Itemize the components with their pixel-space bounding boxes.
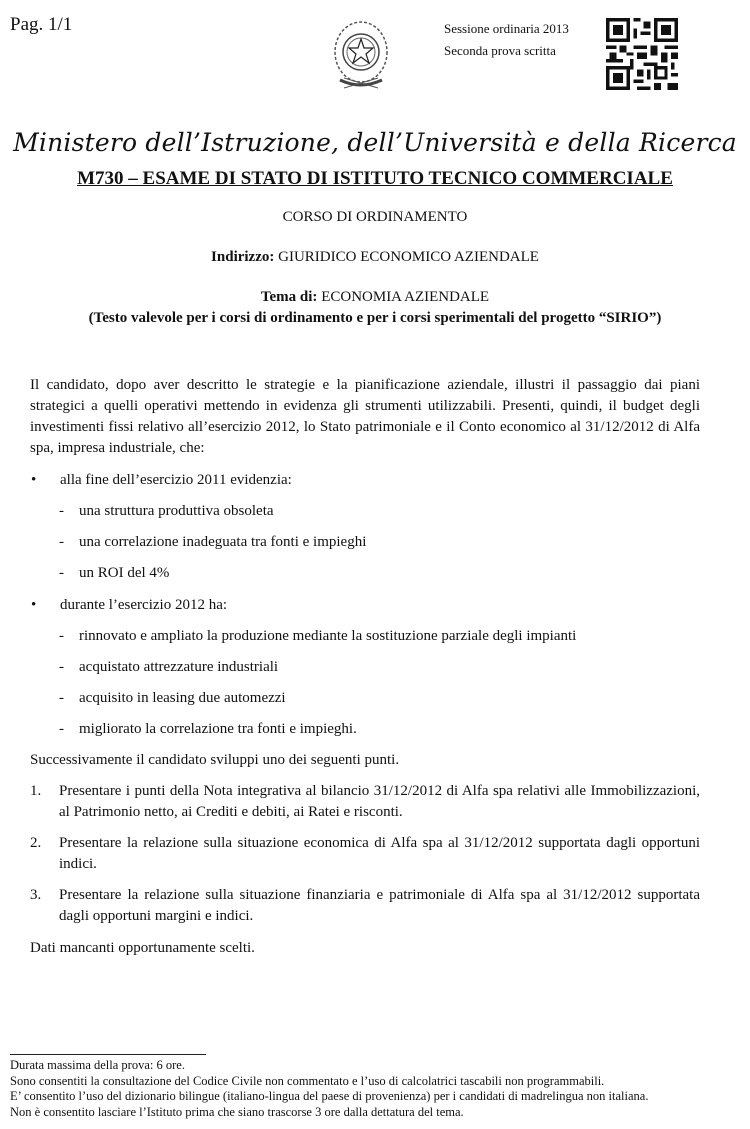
bullet-icon: •	[31, 597, 37, 613]
instructions-paragraph: Successivamente il candidato sviluppi uno dei seguenti punti.	[30, 752, 400, 768]
dash-icon: -	[59, 534, 64, 550]
session-label: Sessione ordinaria 2013	[444, 21, 569, 36]
exam-body	[30, 375, 700, 959]
dash-icon: -	[59, 503, 64, 519]
footer-line: Non è consentito lasciare l’Istituto prima che siano trascorse 3 ore dalla dettatura del tema.	[10, 1104, 464, 1119]
item-number: 1.	[30, 783, 42, 799]
theme-line	[0, 289, 750, 306]
footer-line: Sono consentiti la consultazione del Codice Civile non commentato e l’uso di calcolatrici tascabili non programmabili.	[10, 1073, 605, 1088]
dash-icon: -	[59, 628, 64, 644]
numbered-item	[30, 885, 700, 927]
list-item	[30, 719, 700, 740]
closing-paragraph: Dati mancanti opportunamente scelti.	[30, 940, 255, 956]
dash-icon: -	[59, 659, 64, 675]
course-label: CORSO DI ORDINAMENTO	[282, 209, 468, 225]
list-item	[30, 532, 700, 553]
exam-type-label: Seconda prova scritta	[444, 43, 556, 58]
dash-icon: -	[59, 721, 64, 737]
list-item	[30, 563, 700, 584]
list-item	[30, 595, 700, 616]
footer-line: E’ consentito l’uso del dizionario bilingue (italiano-lingua del paese di provenienza) per i candidati di madrelingua non italiana.	[10, 1089, 649, 1103]
dash-icon: -	[59, 690, 64, 706]
item-text: Presentare la relazione sulla situazione finanziaria e patrimoniale di Alfa spa al 31/12/2012 supportata dagli opportuni margini e indici.	[59, 887, 700, 924]
item-number: 2.	[30, 835, 42, 851]
dash-text: rinnovato e ampliato la produzione mediante la sostituzione parziale degli impianti	[79, 628, 577, 644]
theme-note: (Testo valevole per i corsi di ordinamento e per i corsi sperimentali del progetto “SIRIO”)	[88, 310, 662, 326]
bullet-text: alla fine dell’esercizio 2011 evidenzia:	[60, 472, 292, 488]
footer-divider	[10, 1054, 206, 1055]
address-line	[0, 249, 750, 266]
dash-text: acquistato attrezzature industriali	[79, 659, 279, 675]
italian-republic-emblem-icon	[330, 18, 392, 92]
bullet-text: durante l’esercizio 2012 ha:	[60, 597, 228, 613]
address-value: GIURIDICO ECONOMICO AZIENDALE	[278, 249, 539, 265]
address-label: Indirizzo:	[211, 249, 275, 265]
dash-text: migliorato la correlazione tra fonti e impieghi.	[79, 721, 357, 737]
footer-notes	[10, 1058, 648, 1120]
theme-label: Tema di:	[260, 289, 318, 305]
list-item	[30, 626, 700, 647]
session-info	[444, 18, 569, 62]
numbered-item	[30, 833, 700, 875]
intro-paragraph: Il candidato, dopo aver descritto le strategie e la pianificazione aziendale, illustri il passaggio dai piani strategici a quelli operativi mettendo in evidenza gli strumenti utilizzabili. Presenti, quindi, il budget degli investimenti fissi relativo all’esercizio 2012, lo Stato patrimoniale e il Conto economico al 31/12/2012 di Alfa spa, impresa industriale, che:	[30, 377, 700, 456]
dash-text: una correlazione inadeguata tra fonti e impieghi	[79, 534, 367, 550]
dash-text: acquisito in leasing due automezzi	[79, 690, 286, 706]
exam-title: M730 – ESAME DI STATO DI ISTITUTO TECNICO COMMERCIALE	[77, 168, 673, 189]
ministry-name: Ministero dell’Istruzione, dell’Università e della Ricerca	[13, 128, 737, 157]
dash-text: una struttura produttiva obsoleta	[79, 503, 274, 519]
list-item	[30, 501, 700, 522]
list-item	[30, 688, 700, 709]
dash-text: un ROI del 4%	[79, 565, 170, 581]
numbered-item	[30, 781, 700, 823]
item-text: Presentare i punti della Nota integrativa al bilancio 31/12/2012 di Alfa spa relativi alle Immobilizzazioni, al Patrimonio netto, ai Crediti e debiti, ai Ratei e risconti.	[59, 783, 700, 820]
footer-line: Durata massima della prova: 6 ore.	[10, 1058, 185, 1072]
page-number: Pag. 1/1	[10, 14, 73, 35]
list-item	[30, 470, 700, 491]
theme-value: ECONOMIA AZIENDALE	[321, 289, 490, 305]
item-number: 3.	[30, 887, 42, 903]
bullet-icon: •	[31, 472, 37, 488]
qr-code-icon	[606, 18, 678, 90]
item-text: Presentare la relazione sulla situazione economica di Alfa spa al 31/12/2012 supportata dagli opportuni indici.	[59, 835, 700, 872]
list-item	[30, 657, 700, 678]
dash-icon: -	[59, 565, 64, 581]
